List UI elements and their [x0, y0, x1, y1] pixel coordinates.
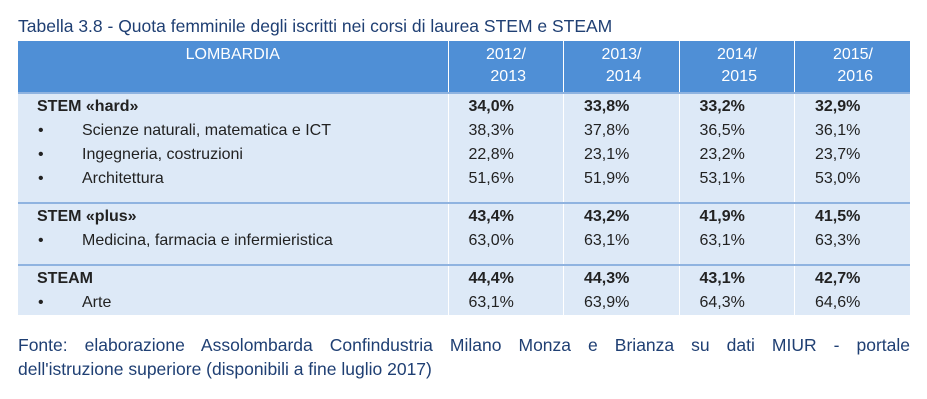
group-value: 43,1% — [679, 265, 795, 291]
year-header — [448, 41, 564, 93]
item-label: Architettura — [82, 170, 164, 187]
group-label: STEM «hard» — [18, 93, 448, 119]
item-label: Scienze naturali, matematica e ICT — [82, 122, 331, 139]
item-value: 51,6% — [448, 167, 564, 191]
spacer-cell — [18, 191, 448, 203]
group-label: STEAM — [18, 265, 448, 291]
item-row — [18, 143, 910, 167]
year-header — [564, 41, 680, 93]
item-label-cell — [18, 119, 448, 143]
year-line2: 2013 — [490, 68, 526, 85]
data-table — [18, 41, 910, 315]
item-row — [18, 119, 910, 143]
spacer-cell — [448, 191, 564, 203]
spacer-row — [18, 191, 910, 203]
item-label-cell — [18, 291, 448, 315]
bullet: • — [38, 294, 44, 311]
group-row — [18, 265, 910, 291]
spacer-cell — [564, 191, 680, 203]
item-value: 36,5% — [679, 119, 795, 143]
spacer-cell — [679, 253, 795, 265]
item-value: 53,1% — [679, 167, 795, 191]
item-value: 23,1% — [564, 143, 680, 167]
group-value: 34,0% — [448, 93, 564, 119]
item-value: 51,9% — [564, 167, 680, 191]
group-value: 44,3% — [564, 265, 680, 291]
item-value: 63,3% — [795, 229, 911, 253]
group-row — [18, 203, 910, 229]
group-value: 43,4% — [448, 203, 564, 229]
year-header — [795, 41, 911, 93]
item-row — [18, 229, 910, 253]
source-note — [18, 333, 910, 381]
group-value: 41,9% — [679, 203, 795, 229]
year-line1: 2015/ — [832, 46, 873, 63]
group-label: STEM «plus» — [18, 203, 448, 229]
item-value: 23,7% — [795, 143, 911, 167]
item-label: Medicina, farmacia e infermieristica — [82, 232, 333, 249]
item-value: 23,2% — [679, 143, 795, 167]
spacer-cell — [795, 191, 911, 203]
bullet: • — [38, 170, 44, 187]
group-value: 33,2% — [679, 93, 795, 119]
group-value: 42,7% — [795, 265, 911, 291]
item-value: 63,1% — [448, 291, 564, 315]
source-line-2: dell'istruzione superiore (disponibili a fine luglio 2017) — [18, 359, 432, 379]
group-row — [18, 93, 910, 119]
bullet: • — [38, 122, 44, 139]
item-value: 63,1% — [564, 229, 680, 253]
header-row — [18, 41, 910, 93]
year-line2: 2016 — [837, 68, 873, 85]
group-value: 32,9% — [795, 93, 911, 119]
region-header: LOMBARDIA — [18, 41, 448, 93]
year-line2: 2015 — [721, 68, 757, 85]
item-label-cell — [18, 143, 448, 167]
item-value: 63,9% — [564, 291, 680, 315]
group-value: 41,5% — [795, 203, 911, 229]
group-value: 43,2% — [564, 203, 680, 229]
item-value: 37,8% — [564, 119, 680, 143]
item-row — [18, 291, 910, 315]
item-label: Ingegneria, costruzioni — [82, 146, 243, 163]
year-line1: 2012/ — [485, 46, 526, 63]
item-label-cell — [18, 229, 448, 253]
item-label: Arte — [82, 294, 112, 311]
spacer-cell — [679, 191, 795, 203]
spacer-row — [18, 253, 910, 265]
item-value: 63,1% — [679, 229, 795, 253]
year-line2: 2014 — [605, 68, 642, 85]
group-value: 44,4% — [448, 265, 564, 291]
item-value: 36,1% — [795, 119, 911, 143]
spacer-cell — [18, 253, 448, 265]
item-label-cell — [18, 167, 448, 191]
year-line1: 2013/ — [601, 46, 642, 63]
group-value: 33,8% — [564, 93, 680, 119]
item-value: 53,0% — [795, 167, 911, 191]
year-header — [679, 41, 795, 93]
spacer-cell — [448, 253, 564, 265]
spacer-cell — [795, 253, 911, 265]
item-row — [18, 167, 910, 191]
item-value: 63,0% — [448, 229, 564, 253]
year-line1: 2014/ — [716, 46, 757, 63]
bullet: • — [38, 146, 44, 163]
item-value: 22,8% — [448, 143, 564, 167]
table-caption: Tabella 3.8 - Quota femminile degli iscritti nei corsi di laurea STEM e STEAM — [18, 16, 613, 36]
source-line-1: Fonte: elaborazione Assolombarda Confindustria Milano Monza e Brianza su dati MIUR - portale — [18, 335, 910, 355]
bullet: • — [38, 232, 44, 249]
item-value: 64,3% — [679, 291, 795, 315]
item-value: 38,3% — [448, 119, 564, 143]
spacer-cell — [564, 253, 680, 265]
item-value: 64,6% — [795, 291, 911, 315]
